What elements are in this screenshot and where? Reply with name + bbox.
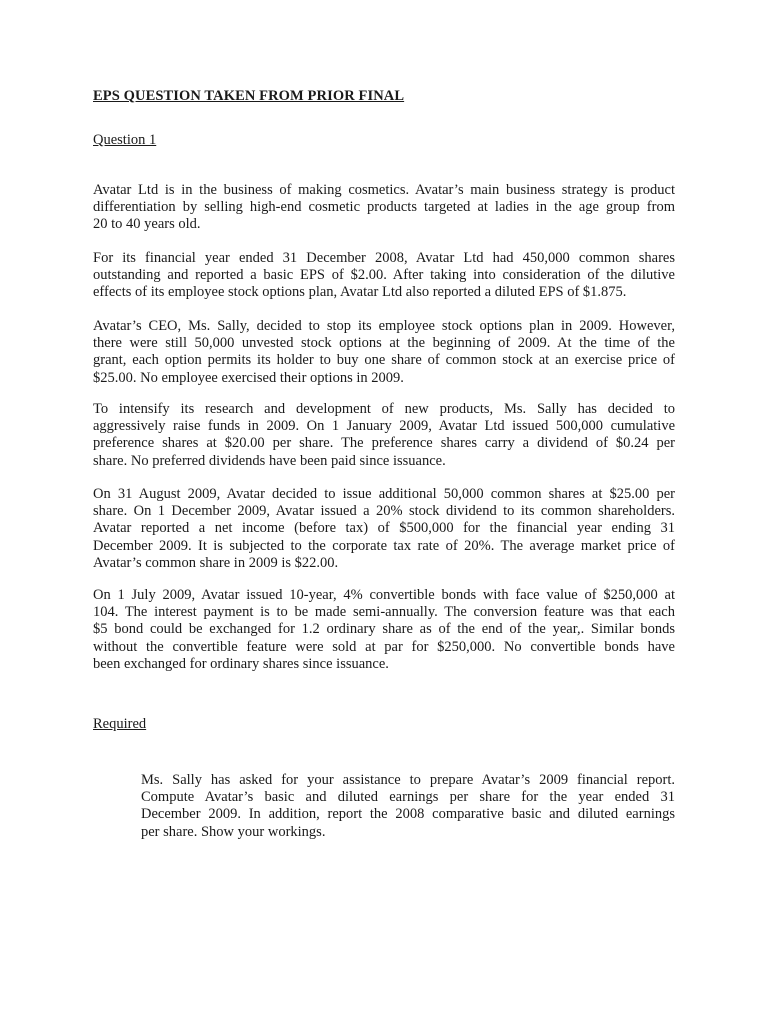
paragraph-common-shares-net-income [93,486,675,572]
paragraph-line: preference shares at $20.00 per share. The preference shares carry a dividend of $0.24 per [93,435,675,452]
paragraph-line: there were still 50,000 unvested stock options at the beginning of 2009. At the time of the [93,335,675,352]
paragraph-line: Compute Avatar’s basic and diluted earnings per share for the year ended 31 [141,789,675,806]
paragraph-line: 20 to 40 years old. [93,216,201,233]
paragraph-line: aggressively raise funds in 2009. On 1 January 2009, Avatar Ltd issued 500,000 cumulative [93,418,675,435]
document-title: EPS QUESTION TAKEN FROM PRIOR FINAL [93,88,405,104]
paragraph-line: share. No preferred dividends have been paid since issuance. [93,452,446,469]
paragraph-required-task [141,772,675,841]
paragraph-line: effects of its employee stock options plan, Avatar Ltd also reported a diluted EPS of $1.875. [93,284,627,301]
paragraph-line: without the convertible feature were sold at par for $250,000. No convertible bonds have [93,638,675,655]
paragraph-line: On 1 July 2009, Avatar issued 10-year, 4% convertible bonds with face value of $250,000 at [93,587,675,603]
paragraph-line: share. On 1 December 2009, Avatar issued a 20% stock dividend to its common shareholders. [93,503,675,520]
paragraph-line: December 2009. It is subjected to the corporate tax rate of 20%. The average market price of [93,537,675,554]
paragraph-line: December 2009. In addition, report the 2008 comparative basic and diluted earnings [141,806,675,823]
paragraph-line: differentiation by selling high-end cosmetic products targeted at ladies in the age group from [93,199,675,216]
paragraph-line: Avatar Ltd is in the business of making cosmetics. Avatar’s main business strategy is product [93,182,675,198]
paragraph-stock-options [93,318,675,387]
paragraph-line: $5 bond could be exchanged for 1.2 ordinary share as of the end of the year,. Similar bonds [93,621,675,638]
paragraph-line: For its financial year ended 31 December 2008, Avatar Ltd had 450,000 common shares [93,250,675,266]
paragraph-line: On 31 August 2009, Avatar decided to issue additional 50,000 common shares at $25.00 per [93,486,675,502]
paragraph-line: 104. The interest payment is to be made semi-annually. The conversion feature was that each [93,604,675,621]
paragraph-line: Avatar reported a net income (before tax) of $500,000 for the financial year ending 31 [93,520,675,537]
paragraph-2008-results [93,250,675,302]
paragraph-preference-shares [93,401,675,470]
paragraph-line: grant, each option permits its holder to buy one share of common stock at an exercise price of [93,352,675,369]
paragraph-line: Avatar’s CEO, Ms. Sally, decided to stop its employee stock options plan in 2009. However, [93,318,675,334]
required-heading: Required [93,716,147,732]
paragraph-line: To intensify its research and development of new products, Ms. Sally has decided to [93,401,675,417]
paragraph-convertible-bonds [93,587,675,673]
paragraph-line: been exchanged for ordinary shares since issuance. [93,655,389,672]
paragraph-company-intro [93,182,675,234]
paragraph-line: per share. Show your workings. [141,823,326,840]
paragraph-line: $25.00. No employee exercised their options in 2009. [93,369,404,386]
paragraph-line: Avatar’s common share in 2009 is $22.00. [93,554,339,571]
paragraph-line: Ms. Sally has asked for your assistance to prepare Avatar’s 2009 financial report. [141,772,675,788]
question-heading: Question 1 [93,132,157,148]
paragraph-line: outstanding and reported a basic EPS of $2.00. After taking into consideration of the dilutive [93,267,675,284]
